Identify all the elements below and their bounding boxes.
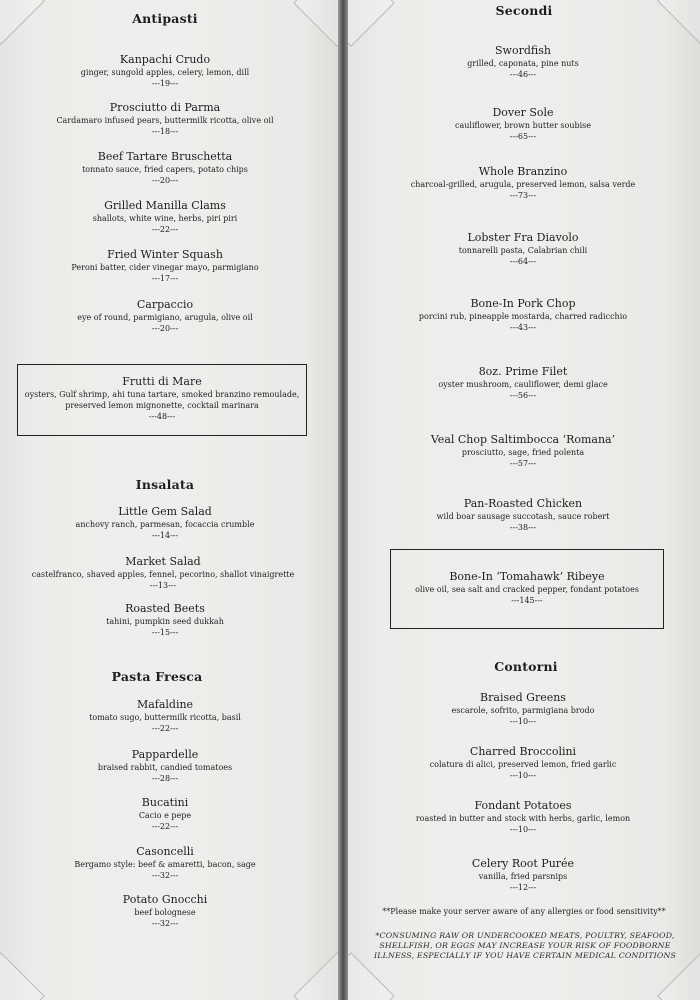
menu-item <box>363 857 683 894</box>
item-price: ---32--- <box>151 919 179 928</box>
item-name: Fried Winter Squash <box>107 248 223 261</box>
item-price: ---46--- <box>509 70 537 79</box>
item-description: castelfranco, shaved apples, fennel, pecorino, shallot vinaigrette <box>31 570 295 579</box>
item-description: eye of round, parmigiano, arugula, olive oil <box>77 313 253 322</box>
item-price: ---14--- <box>151 531 179 540</box>
item-description: Bergamo style: beef & amaretti, bacon, sage <box>74 860 256 869</box>
menu-item <box>10 298 320 335</box>
menu-item <box>10 893 320 930</box>
item-price: ---38--- <box>509 523 537 532</box>
section-heading-insalata: Insalata <box>135 477 195 492</box>
item-name: 8oz. Prime Filet <box>478 365 568 378</box>
item-price: ---64--- <box>509 257 537 266</box>
item-price: ---17--- <box>151 274 179 283</box>
menu-item <box>363 497 683 534</box>
section-heading-antipasti: Antipasti <box>132 11 198 26</box>
item-description: beef bolognese <box>134 908 196 917</box>
item-description: cauliflower, brown butter soubise <box>455 121 591 130</box>
item-description: wild boar sausage succotash, sauce robert <box>436 512 610 521</box>
item-name: Little Gem Salad <box>118 505 212 518</box>
item-price: ---22--- <box>151 225 179 234</box>
featured-menu-item <box>390 570 664 607</box>
item-price: ---18--- <box>151 127 179 136</box>
consumer-advisory-line: SHELLFISH, OR EGGS MAY INCREASE YOUR RISK OF FOODBORNE <box>379 941 671 950</box>
item-name: Celery Root Purée <box>471 857 575 870</box>
item-description: ginger, sungold apples, celery, lemon, dill <box>80 68 250 77</box>
menu-item <box>363 691 683 728</box>
item-description: oysters, Gulf shrimp, ahi tuna tartare, smoked branzino remoulade, <box>24 390 300 399</box>
menu-item <box>10 101 320 138</box>
item-name: Dover Sole <box>492 106 554 119</box>
item-description: porcini rub, pineapple mostarda, charred radicchio <box>418 312 628 321</box>
item-price: ---65--- <box>509 132 537 141</box>
item-price: ---73--- <box>509 191 537 200</box>
menu-right-panel <box>348 0 700 1000</box>
item-name: Prosciutto di Parma <box>109 101 221 114</box>
item-price: ---15--- <box>151 628 179 637</box>
consumer-advisory-line: *CONSUMING RAW OR UNDERCOOKED MEATS, POULTRY, SEAFOOD, <box>375 931 675 940</box>
item-description: tonnarelli pasta, Calabrian chili <box>458 246 588 255</box>
item-name: Pappardelle <box>131 748 199 761</box>
item-price: ---22--- <box>151 822 179 831</box>
item-name: Veal Chop Saltimbocca ‘Romana’ <box>430 433 616 446</box>
item-price: ---32--- <box>151 871 179 880</box>
item-description: anchovy ranch, parmesan, focaccia crumble <box>75 520 255 529</box>
menu-item <box>10 505 320 542</box>
item-description: olive oil, sea salt and cracked pepper, fondant potatoes <box>415 585 639 594</box>
item-name: Potato Gnocchi <box>122 893 208 906</box>
item-name: Bone-In Pork Chop <box>470 297 576 310</box>
item-name: Bone-In ‘Tomahawk’ Ribeye <box>449 570 605 583</box>
menu-item <box>10 748 320 785</box>
item-name: Grilled Manilla Clams <box>104 199 226 212</box>
item-price: ---19--- <box>151 79 179 88</box>
menu-item <box>10 150 320 187</box>
menu-item <box>363 297 683 334</box>
item-description: Cardamaro infused pears, buttermilk ricotta, olive oil <box>56 116 274 125</box>
menu-item <box>363 44 683 81</box>
item-price: ---10--- <box>509 825 537 834</box>
menu-item <box>10 248 320 285</box>
allergy-note: **Please make your server aware of any allergies or food sensitivity** <box>382 907 666 916</box>
item-description: Peroni batter, cider vinegar mayo, parmigiano <box>71 263 259 272</box>
item-name: Swordfish <box>495 44 551 57</box>
section-heading-contorni: Contorni <box>494 659 558 674</box>
item-price: ---43--- <box>509 323 537 332</box>
menu-item <box>10 199 320 236</box>
item-description: tonnato sauce, fried capers, potato chips <box>82 165 248 174</box>
consumer-advisory-line: ILLNESS, ESPECIALLY IF YOU HAVE CERTAIN MEDICAL CONDITIONS <box>373 951 677 960</box>
item-name: Casoncelli <box>136 845 194 858</box>
item-description: tomato sugo, buttermilk ricotta, basil <box>89 713 241 722</box>
section-heading-secondi: Secondi <box>495 3 553 18</box>
item-description: colatura di alici, preserved lemon, fried garlic <box>429 760 617 769</box>
menu-item <box>10 796 320 833</box>
item-description-continued: preserved lemon mignonette, cocktail marinara <box>65 401 259 410</box>
menu-item <box>363 799 683 836</box>
item-price: ---22--- <box>151 724 179 733</box>
item-name: Mafaldine <box>136 698 194 711</box>
item-description: grilled, caponata, pine nuts <box>467 59 579 68</box>
item-description: braised rabbit, candied tomatoes <box>97 763 233 772</box>
item-price: ---12--- <box>509 883 537 892</box>
item-name: Market Salad <box>125 555 201 568</box>
item-description: roasted in butter and stock with herbs, garlic, lemon <box>415 814 631 823</box>
menu-item <box>363 165 683 202</box>
menu-spine <box>338 0 348 1000</box>
item-price: ---56--- <box>509 391 537 400</box>
item-name: Whole Branzino <box>478 165 568 178</box>
item-description: shallots, white wine, herbs, piri piri <box>92 214 238 223</box>
item-name: Lobster Fra Diavolo <box>467 231 579 244</box>
item-price: ---10--- <box>509 717 537 726</box>
menu-item <box>10 53 320 90</box>
item-price: ---28--- <box>151 774 179 783</box>
item-description: prosciutto, sage, fried polenta <box>461 448 585 457</box>
item-name: Bucatini <box>141 796 189 809</box>
item-price: ---20--- <box>151 324 179 333</box>
item-name: Fondant Potatoes <box>474 799 572 812</box>
item-name: Frutti di Mare <box>122 375 202 388</box>
item-description: tahini, pumpkin seed dukkah <box>106 617 224 626</box>
item-name: Braised Greens <box>480 691 566 704</box>
item-price: ---57--- <box>509 459 537 468</box>
item-description: escarole, sofrito, parmigiana brodo <box>451 706 595 715</box>
item-price: ---10--- <box>509 771 537 780</box>
item-name: Charred Broccolini <box>469 745 577 758</box>
consumer-advisory <box>360 931 690 961</box>
item-name: Pan-Roasted Chicken <box>463 497 583 510</box>
menu-item <box>363 106 683 143</box>
menu-item <box>363 365 683 402</box>
item-description: oyster mushroom, cauliflower, demi glace <box>438 380 608 389</box>
menu-item <box>10 602 320 639</box>
item-price: ---20--- <box>151 176 179 185</box>
item-description: vanilla, fried parsnips <box>478 872 568 881</box>
menu-item <box>363 231 683 268</box>
section-heading-pasta-fresca: Pasta Fresca <box>111 669 203 684</box>
item-price: ---145--- <box>511 596 543 605</box>
item-name: Carpaccio <box>136 298 194 311</box>
menu-item <box>4 555 322 592</box>
menu-item <box>363 433 683 470</box>
item-description: Cacio e pepe <box>138 811 192 820</box>
item-price: ---13--- <box>149 581 177 590</box>
menu-item <box>10 845 320 882</box>
item-price: ---48--- <box>148 412 176 421</box>
featured-menu-item <box>17 375 307 423</box>
item-description: charcoal-grilled, arugula, preserved lemon, salsa verde <box>410 180 636 189</box>
menu-item <box>10 698 320 735</box>
item-name: Roasted Beets <box>125 602 205 615</box>
item-name: Beef Tartare Bruschetta <box>97 150 233 163</box>
menu-item <box>363 745 683 782</box>
item-name: Kanpachi Crudo <box>119 53 211 66</box>
menu-left-panel <box>0 0 338 1000</box>
